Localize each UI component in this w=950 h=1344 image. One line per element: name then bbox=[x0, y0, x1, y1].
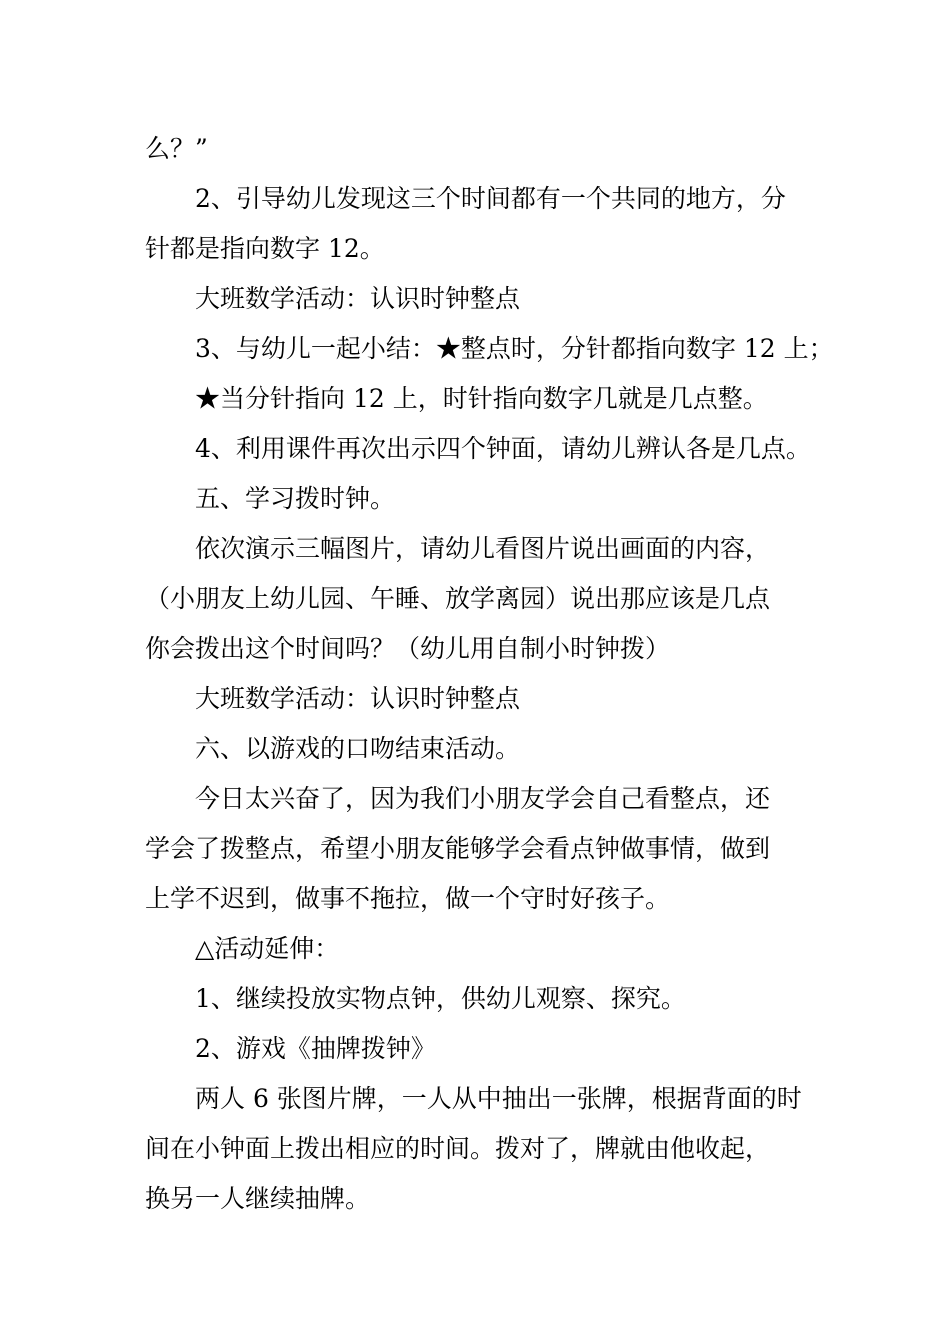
document-body bbox=[145, 124, 834, 1224]
text-line: 两人 6 张图片牌，一人从中抽出一张牌，根据背面的时 bbox=[195, 1084, 802, 1113]
text-line: 4、利用课件再次出示四个钟面，请幼儿辨认各是几点。 bbox=[195, 434, 811, 463]
text-line: 你会拨出这个时间吗？（幼儿用自制小时钟拨） bbox=[145, 634, 671, 663]
text-line: 学会了拨整点，希望小朋友能够学会看点钟做事情，做到 bbox=[145, 834, 771, 863]
text-line: 3、与幼儿一起小结：★整点时，分针都指向数字 12 上； bbox=[195, 334, 834, 363]
section-heading: 大班数学活动：认识时钟整点 bbox=[195, 684, 521, 713]
text-line: 换另一人继续抽牌。 bbox=[145, 1184, 371, 1213]
section-heading: 大班数学活动：认识时钟整点 bbox=[195, 284, 521, 313]
text-line: 依次演示三幅图片，请幼儿看图片说出画面的内容， bbox=[195, 534, 771, 563]
text-line: 2、游戏《抽牌拨钟》 bbox=[195, 1034, 436, 1063]
text-line: 么？” bbox=[145, 134, 208, 163]
text-line: ★当分针指向 12 上，时针指向数字几就是几点整。 bbox=[195, 384, 768, 413]
text-line: 1、继续投放实物点钟，供幼儿观察、探究。 bbox=[195, 984, 686, 1013]
text-line: 针都是指向数字 12。 bbox=[145, 234, 385, 263]
section-heading: △活动延伸： bbox=[195, 934, 340, 963]
text-line: 今日太兴奋了，因为我们小朋友学会自己看整点，还 bbox=[195, 784, 771, 813]
text-line: 间在小钟面上拨出相应的时间。拨对了，牌就由他收起， bbox=[145, 1134, 771, 1163]
text-line: （小朋友上幼儿园、午睡、放学离园）说出那应该是几点 bbox=[145, 584, 771, 613]
text-line: 2、引导幼儿发现这三个时间都有一个共同的地方，分 bbox=[195, 184, 786, 213]
text-line: 上学不迟到，做事不拖拉，做一个守时好孩子。 bbox=[145, 884, 671, 913]
section-heading: 六、以游戏的口吻结束活动。 bbox=[195, 734, 521, 763]
section-heading: 五、学习拨时钟。 bbox=[195, 484, 396, 513]
